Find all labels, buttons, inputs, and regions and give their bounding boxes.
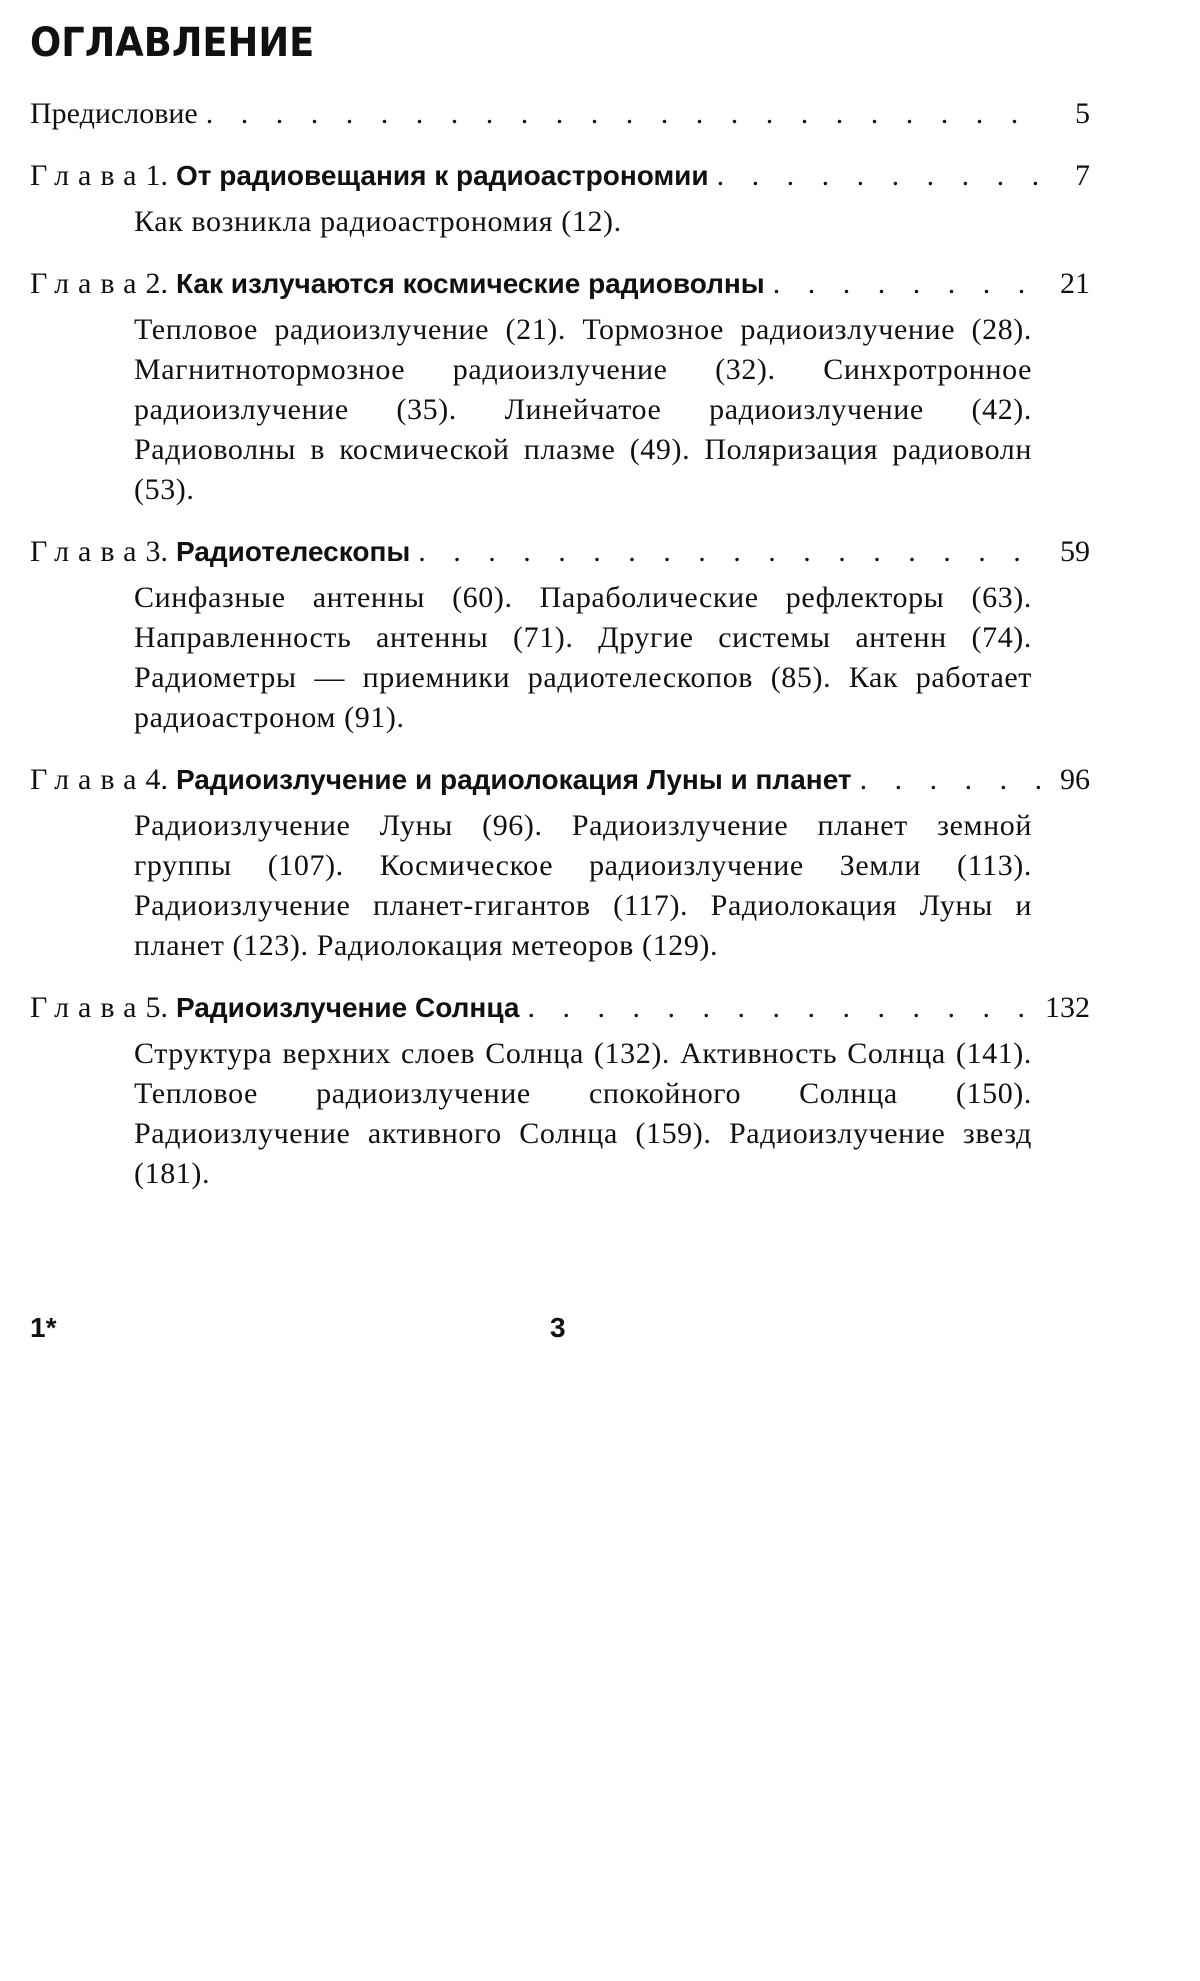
toc-entry-chapter-3[interactable]: [30, 532, 1090, 738]
chapter-description: Как возникла радиоастрономия (12).: [134, 205, 622, 238]
chapter-description: Структура верхних слоев Солнца (132). Активность Солнца (141). Тепловое радиоизлучение спокойного Солнца (150). Радиоизлучение активного Солнца (159). Радиоизлучение звезд (181).: [134, 1037, 1032, 1190]
chapter-description: Тепловое радиоизлучение (21). Тормозное радиоизлучение (28). Магнитнотормозное радиоизлучение (32). Синхротронное радиоизлучение (35). Линейчатое радиоизлучение (42). Радиоволны в космической плазме (49). Поляризация радиоволн (53).: [134, 313, 1032, 506]
toc-entry-preface[interactable]: [30, 94, 1090, 134]
dot-leader: [860, 760, 1040, 800]
entry-line: [30, 264, 1090, 304]
chapter-label: Глава: [30, 991, 146, 1024]
entry-page-number: 132: [1045, 991, 1090, 1024]
chapter-number: 5.: [145, 991, 168, 1024]
chapter-number: 4.: [145, 763, 168, 796]
entry-page-number: 21: [1060, 267, 1090, 300]
footer-page-number: 3: [550, 1312, 566, 1343]
toc-entry-chapter-2[interactable]: [30, 264, 1090, 510]
toc-entry-chapter-5[interactable]: [30, 988, 1090, 1194]
page-title: ОГЛАВЛЕНИЕ: [30, 20, 315, 66]
entry-page-number: 7: [1075, 159, 1090, 192]
dot-leader: [418, 532, 1040, 572]
chapter-label: Глава: [30, 267, 146, 300]
entry-page-number: 96: [1060, 763, 1090, 796]
table-of-contents: [30, 20, 1090, 1216]
chapter-label: Глава: [30, 535, 146, 568]
dot-leader: [206, 94, 1040, 134]
chapter-name: Радиоизлучение Солнца: [175, 992, 520, 1023]
chapter-description: Синфазные антенны (60). Параболические рефлекторы (63). Направленность антенны (71). Другие системы антенн (74). Радиометры — приемники радиотелескопов (85). Как работает радиоастроном (91).: [134, 581, 1032, 734]
chapter-number: 2.: [145, 267, 168, 300]
dot-leader: [717, 156, 1040, 196]
entry-line: [30, 156, 1090, 196]
entry-line: [30, 532, 1090, 572]
dot-leader: [773, 264, 1040, 304]
chapter-name: Радиотелескопы: [175, 536, 411, 567]
toc-entry-chapter-4[interactable]: [30, 760, 1090, 966]
chapter-name: Как излучаются космические радиоволны: [175, 268, 765, 299]
toc-entry-chapter-1[interactable]: [30, 156, 1090, 242]
chapter-label: Глава: [30, 159, 146, 192]
signature-mark: 1*: [30, 1312, 57, 1343]
chapter-number: 1.: [145, 159, 168, 192]
chapter-name: Радиоизлучение и радиолокация Луны и планет: [175, 764, 852, 795]
entry-line: [30, 988, 1090, 1028]
entry-line: [30, 760, 1090, 800]
chapter-description: Радиоизлучение Луны (96). Радиоизлучение планет земной группы (107). Космическое радиоизлучение Земли (113). Радиоизлучение планет-гигантов (117). Радиолокация Луны и планет (123). Радиолокация метеоров (129).: [134, 809, 1032, 962]
chapter-label: Глава: [30, 763, 146, 796]
chapter-name: От радиовещания к радиоастрономии: [175, 160, 709, 191]
dot-leader: [527, 988, 1037, 1028]
chapter-number: 3.: [145, 535, 168, 568]
entry-line: [30, 94, 1090, 134]
entry-page-number: 59: [1060, 535, 1090, 568]
entry-page-number: 5: [1075, 97, 1090, 130]
entry-name: Предисловие: [30, 97, 198, 130]
